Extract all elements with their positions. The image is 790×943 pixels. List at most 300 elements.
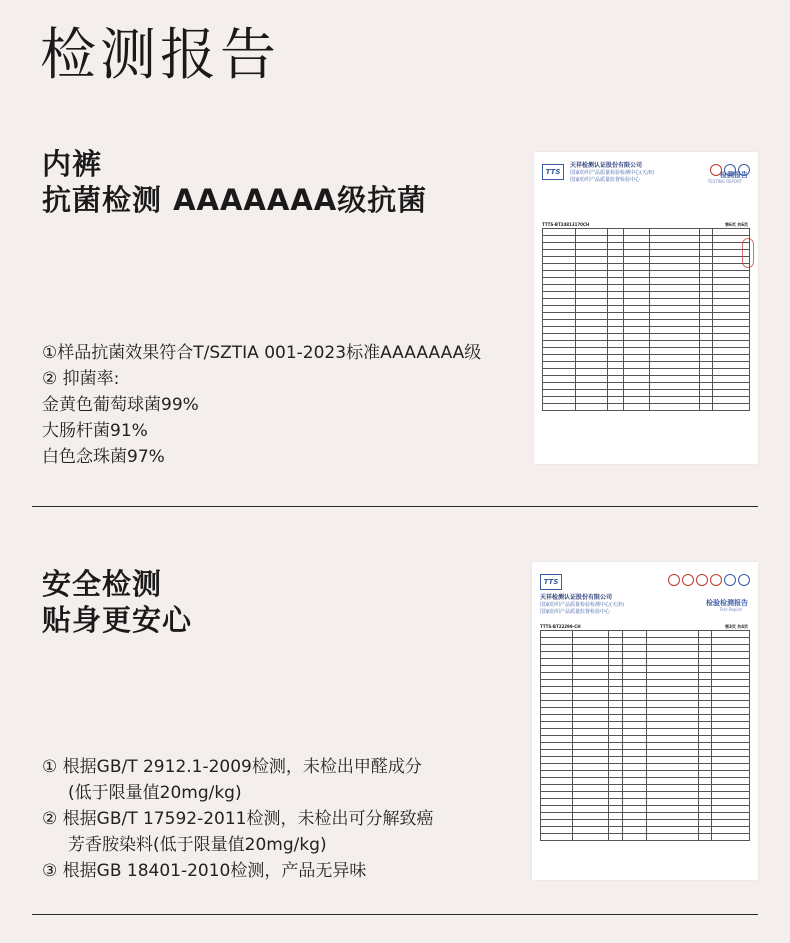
report-org-line: 国家纺织产品质量检验检测中心(天津) [570, 170, 654, 176]
section1-title-line: 内裤 [42, 147, 103, 181]
table-cell [572, 750, 608, 757]
table-cell [608, 680, 623, 687]
table-cell [623, 799, 646, 806]
table-cell [623, 722, 646, 729]
table-cell [572, 673, 608, 680]
table-cell [575, 341, 608, 348]
table-cell [575, 369, 608, 376]
table-cell [699, 327, 712, 334]
table-cell [575, 264, 608, 271]
table-cell [646, 659, 699, 666]
table-cell [543, 285, 576, 292]
table-cell [649, 306, 699, 313]
table-cell [608, 813, 623, 820]
table-cell [646, 785, 699, 792]
table-cell [712, 285, 749, 292]
table-cell [646, 799, 699, 806]
table-cell [608, 229, 623, 236]
report-number: TTTS-BT22299-CH [540, 624, 581, 629]
table-cell [711, 764, 749, 771]
table-cell [649, 383, 699, 390]
table-cell [543, 327, 576, 334]
table-row [541, 694, 750, 701]
table-cell [711, 729, 749, 736]
table-cell [572, 645, 608, 652]
table-cell [646, 771, 699, 778]
table-cell [575, 257, 608, 264]
table-cell [608, 257, 623, 264]
table-cell [608, 285, 623, 292]
table-cell [572, 799, 608, 806]
report-title: 检测报告 [720, 171, 748, 179]
table-cell [541, 680, 573, 687]
section2-description [42, 754, 433, 884]
table-cell [711, 834, 749, 841]
table-cell [699, 827, 712, 834]
accreditation-marks [668, 574, 750, 586]
table-cell [711, 820, 749, 827]
table-cell [543, 299, 576, 306]
table-cell [711, 659, 749, 666]
table-cell [699, 785, 712, 792]
table-cell [623, 362, 649, 369]
report-page-number: 第3页 共4页 [725, 624, 748, 629]
table-cell [543, 390, 576, 397]
table-cell [541, 715, 573, 722]
table-cell [572, 715, 608, 722]
table-cell [699, 729, 712, 736]
table-cell [623, 257, 649, 264]
table-cell [699, 778, 712, 785]
table-cell [541, 813, 573, 820]
table-cell [608, 757, 623, 764]
table-cell [623, 306, 649, 313]
table-cell [649, 313, 699, 320]
table-cell [541, 743, 573, 750]
table-cell [572, 813, 608, 820]
table-cell [541, 806, 573, 813]
table-cell [646, 701, 699, 708]
table-cell [608, 264, 623, 271]
table-cell [572, 722, 608, 729]
table-row [541, 799, 750, 806]
desc-line: 白色念珠菌97% [42, 447, 165, 467]
table-cell [699, 236, 712, 243]
table-cell [608, 715, 623, 722]
table-cell [608, 764, 623, 771]
table-cell [711, 673, 749, 680]
section-divider [32, 914, 758, 915]
section2-title-line: 安全检测 [42, 567, 163, 601]
report-org [540, 594, 624, 616]
table-cell [541, 827, 573, 834]
table-row [541, 813, 750, 820]
desc-line: ② 根据GB/T 17592-2011检测，未检出可分解致癌 [42, 809, 434, 829]
table-cell [623, 299, 649, 306]
table-cell [575, 236, 608, 243]
table-cell [712, 313, 749, 320]
table-cell [699, 736, 712, 743]
table-cell [608, 652, 623, 659]
table-cell [699, 771, 712, 778]
table-cell [572, 778, 608, 785]
table-cell [541, 799, 573, 806]
table-cell [608, 778, 623, 785]
report-table [542, 228, 750, 411]
table-cell [608, 341, 623, 348]
table-cell [575, 348, 608, 355]
table-cell [575, 278, 608, 285]
table-row [541, 834, 750, 841]
table-cell [711, 743, 749, 750]
table-cell [699, 638, 712, 645]
table-cell [575, 397, 608, 404]
table-cell [646, 813, 699, 820]
table-cell [572, 666, 608, 673]
table-cell [646, 680, 699, 687]
table-row [543, 341, 750, 348]
table-cell [623, 320, 649, 327]
report-org-name: 天祥检测认证股份有限公司 [570, 162, 643, 169]
table-row [541, 652, 750, 659]
table-cell [543, 362, 576, 369]
section2-title-line: 贴身更安心 [42, 603, 193, 637]
table-cell [649, 355, 699, 362]
table-cell [649, 264, 699, 271]
table-cell [623, 229, 649, 236]
table-row [543, 348, 750, 355]
table-row [543, 327, 750, 334]
table-row [543, 313, 750, 320]
table-cell [711, 827, 749, 834]
table-cell [608, 694, 623, 701]
table-row [541, 757, 750, 764]
table-cell [699, 369, 712, 376]
table-cell [608, 834, 623, 841]
table-cell [649, 299, 699, 306]
table-cell [623, 313, 649, 320]
table-row [543, 278, 750, 285]
table-cell [712, 299, 749, 306]
table-cell [623, 729, 646, 736]
table-cell [575, 299, 608, 306]
table-cell [575, 285, 608, 292]
table-cell [711, 778, 749, 785]
desc-line: ③ 根据GB 18401-2010检测，产品无异味 [42, 861, 367, 881]
table-row [541, 736, 750, 743]
table-cell [572, 652, 608, 659]
table-cell [711, 771, 749, 778]
table-cell [541, 792, 573, 799]
table-row [543, 334, 750, 341]
table-cell [711, 806, 749, 813]
table-cell [543, 229, 576, 236]
table-cell [711, 666, 749, 673]
table-cell [649, 243, 699, 250]
cal-mark-icon [682, 574, 694, 586]
table-cell [711, 708, 749, 715]
table-cell [699, 243, 712, 250]
table-cell [541, 736, 573, 743]
table-row [543, 390, 750, 397]
table-cell [699, 278, 712, 285]
table-cell [623, 236, 649, 243]
table-cell [543, 355, 576, 362]
table-cell [572, 771, 608, 778]
table-cell [646, 729, 699, 736]
table-cell [649, 348, 699, 355]
cnas-mark-icon [738, 574, 750, 586]
table-cell [699, 722, 712, 729]
table-cell [543, 250, 576, 257]
table-cell [623, 278, 649, 285]
table-cell [608, 771, 623, 778]
table-row [541, 687, 750, 694]
table-cell [646, 757, 699, 764]
desc-line: 芳香胺染料(低于限量值20mg/kg) [68, 835, 327, 855]
table-cell [608, 327, 623, 334]
table-cell [699, 680, 712, 687]
report-org-line: 国家纺织产品质量监督检验中心 [540, 609, 611, 615]
table-cell [699, 355, 712, 362]
table-cell [623, 369, 649, 376]
table-cell [623, 820, 646, 827]
table-cell [608, 799, 623, 806]
table-cell [712, 369, 749, 376]
table-row [541, 645, 750, 652]
table-cell [541, 834, 573, 841]
table-cell [712, 404, 749, 411]
table-cell [699, 708, 712, 715]
desc-line: 大肠杆菌91% [42, 421, 148, 441]
table-cell [572, 834, 608, 841]
table-cell [649, 320, 699, 327]
table-cell [541, 750, 573, 757]
table-row [543, 250, 750, 257]
table-cell [543, 341, 576, 348]
table-cell [623, 771, 646, 778]
table-cell [608, 299, 623, 306]
table-cell [541, 722, 573, 729]
table-cell [699, 229, 712, 236]
table-cell [623, 341, 649, 348]
table-cell [646, 722, 699, 729]
table-cell [646, 687, 699, 694]
table-cell [543, 264, 576, 271]
table-row [543, 285, 750, 292]
table-cell [608, 820, 623, 827]
table-row [541, 827, 750, 834]
table-cell [623, 666, 646, 673]
table-row [541, 764, 750, 771]
table-cell [575, 383, 608, 390]
table-cell [699, 250, 712, 257]
table-cell [623, 659, 646, 666]
table-row [543, 383, 750, 390]
table-cell [575, 320, 608, 327]
table-cell [699, 750, 712, 757]
table-cell [699, 264, 712, 271]
table-cell [712, 397, 749, 404]
table-cell [646, 834, 699, 841]
table-row [541, 729, 750, 736]
report-header [542, 162, 750, 192]
table-cell [699, 792, 712, 799]
table-cell [572, 638, 608, 645]
table-row [543, 404, 750, 411]
table-row [543, 397, 750, 404]
table-cell [623, 680, 646, 687]
section2-title [42, 566, 192, 638]
table-cell [608, 722, 623, 729]
report-org-line: 国家纺织产品质量检验检测中心(天津) [540, 602, 624, 608]
table-cell [711, 645, 749, 652]
table-cell [541, 764, 573, 771]
table-cell [543, 334, 576, 341]
table-cell [575, 243, 608, 250]
table-cell [699, 390, 712, 397]
table-cell [699, 645, 712, 652]
table-cell [575, 327, 608, 334]
table-cell [699, 362, 712, 369]
table-cell [608, 243, 623, 250]
table-cell [646, 638, 699, 645]
table-cell [572, 820, 608, 827]
table-cell [608, 292, 623, 299]
table-cell [543, 271, 576, 278]
table-cell [608, 383, 623, 390]
report-org-name: 天祥检测认证股份有限公司 [540, 594, 613, 601]
table-cell [649, 327, 699, 334]
table-cell [608, 659, 623, 666]
table-cell [623, 355, 649, 362]
table-cell [649, 271, 699, 278]
report-org-line: 国家纺织产品质量监督检验中心 [570, 177, 641, 183]
table-cell [712, 292, 749, 299]
table-cell [572, 701, 608, 708]
table-cell [699, 334, 712, 341]
table-cell [608, 278, 623, 285]
table-cell [623, 292, 649, 299]
table-cell [541, 771, 573, 778]
table-cell [541, 645, 573, 652]
table-cell [646, 820, 699, 827]
table-cell [712, 229, 749, 236]
table-cell [711, 750, 749, 757]
table-cell [649, 404, 699, 411]
table-row [541, 778, 750, 785]
antibacterial-report-document [534, 152, 758, 464]
table-row [541, 771, 750, 778]
table-cell [541, 652, 573, 659]
table-cell [572, 827, 608, 834]
table-cell [712, 327, 749, 334]
table-cell [575, 313, 608, 320]
table-cell [699, 806, 712, 813]
table-cell [623, 376, 649, 383]
table-cell [646, 778, 699, 785]
table-cell [712, 383, 749, 390]
table-cell [711, 687, 749, 694]
table-row [543, 362, 750, 369]
table-cell [608, 792, 623, 799]
table-cell [646, 806, 699, 813]
table-row [541, 701, 750, 708]
table-cell [623, 638, 646, 645]
table-row [541, 715, 750, 722]
table-cell [699, 313, 712, 320]
table-row [543, 306, 750, 313]
safety-report-document [532, 562, 758, 880]
table-cell [623, 827, 646, 834]
table-cell [541, 687, 573, 694]
table-cell [541, 708, 573, 715]
table-cell [646, 673, 699, 680]
table-cell [623, 652, 646, 659]
table-cell [649, 285, 699, 292]
table-cell [712, 320, 749, 327]
table-cell [608, 785, 623, 792]
table-cell [646, 827, 699, 834]
table-cell [623, 785, 646, 792]
table-cell [711, 638, 749, 645]
table-row [543, 264, 750, 271]
table-cell [572, 792, 608, 799]
table-cell [541, 631, 573, 638]
table-cell [699, 820, 712, 827]
section1-title-line: 抗菌检测 AAAAAAA级抗菌 [42, 183, 428, 217]
table-cell [623, 348, 649, 355]
table-cell [699, 397, 712, 404]
table-cell [646, 666, 699, 673]
table-cell [711, 792, 749, 799]
table-cell [699, 285, 712, 292]
table-cell [608, 369, 623, 376]
table-cell [608, 708, 623, 715]
table-row [543, 376, 750, 383]
table-cell [572, 785, 608, 792]
table-row [541, 785, 750, 792]
table-cell [608, 743, 623, 750]
table-cell [649, 278, 699, 285]
table-row [541, 792, 750, 799]
table-cell [543, 313, 576, 320]
cma-mark-icon [668, 574, 680, 586]
table-cell [623, 285, 649, 292]
table-cell [541, 701, 573, 708]
table-cell [608, 397, 623, 404]
table-cell [711, 799, 749, 806]
table-cell [623, 243, 649, 250]
table-cell [608, 271, 623, 278]
table-cell [623, 715, 646, 722]
table-cell [699, 701, 712, 708]
ilac-mark-icon [724, 574, 736, 586]
table-cell [711, 785, 749, 792]
table-row [541, 722, 750, 729]
table-cell [623, 687, 646, 694]
table-cell [699, 271, 712, 278]
table-cell [623, 834, 646, 841]
table-cell [543, 348, 576, 355]
table-cell [623, 750, 646, 757]
table-cell [575, 376, 608, 383]
table-row [541, 631, 750, 638]
cal-mark-icon [710, 574, 722, 586]
table-cell [541, 673, 573, 680]
table-cell [623, 806, 646, 813]
table-cell [575, 334, 608, 341]
